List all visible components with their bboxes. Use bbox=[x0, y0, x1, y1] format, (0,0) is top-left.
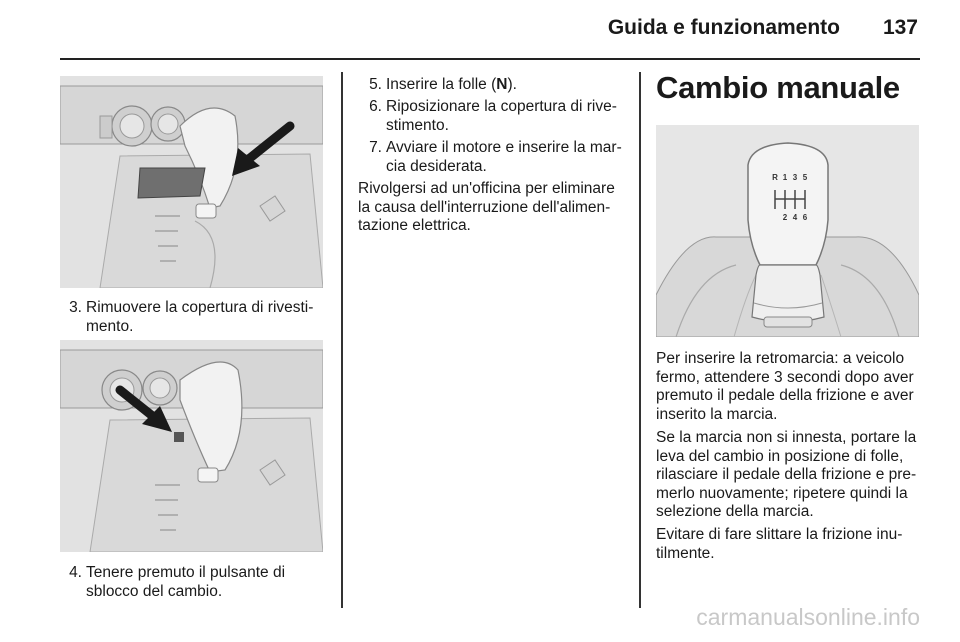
para-line: la causa dell'interruzione dell'alimen- bbox=[358, 198, 611, 216]
step-6 bbox=[360, 98, 635, 136]
step-number: 3. bbox=[69, 299, 82, 316]
step-number: 6. bbox=[369, 98, 382, 115]
para-line: tazione elettrica. bbox=[358, 217, 471, 234]
gear-label: 4 bbox=[792, 213, 798, 222]
gear-selector-cover-arrow-icon bbox=[60, 76, 323, 288]
step-text bbox=[386, 76, 517, 95]
header-rule bbox=[60, 58, 920, 60]
figure-manual-gear-knob bbox=[656, 125, 919, 337]
figure-remove-cover bbox=[60, 76, 323, 288]
step-text-line: Avviare il motore e inserire la mar- bbox=[386, 139, 622, 156]
column-divider-left bbox=[341, 72, 343, 608]
para-line: Se la marcia non si innesta, portare la bbox=[656, 429, 917, 446]
step-text-line: cia desiderata. bbox=[386, 157, 487, 175]
step-text-line: stimento. bbox=[386, 116, 449, 134]
gear-label: 3 bbox=[792, 173, 798, 182]
step-text-suffix: ). bbox=[507, 76, 517, 93]
step-text-prefix: Inserire la folle ( bbox=[386, 76, 497, 93]
gear-release-button-arrow-icon bbox=[60, 340, 323, 552]
para-line: tilmente. bbox=[656, 544, 715, 562]
column-divider-right bbox=[639, 72, 641, 608]
page-number: 137 bbox=[882, 16, 918, 39]
step-text bbox=[386, 139, 622, 176]
para-line: Rivolgersi ad un'officina per eliminare bbox=[358, 180, 615, 197]
step-text-line: Tenere premuto il pulsante di bbox=[86, 564, 286, 581]
step-number: 4. bbox=[69, 564, 82, 581]
step-4 bbox=[60, 564, 340, 602]
para-line: premuto il pedale della frizione e aver bbox=[656, 387, 914, 404]
manual-gear-knob-icon bbox=[656, 125, 919, 337]
gear-label: R bbox=[772, 173, 778, 182]
step-text bbox=[86, 564, 285, 601]
reverse-gear-paragraph bbox=[656, 350, 931, 424]
para-line: fermo, attendere 3 secondi dopo aver bbox=[656, 368, 914, 386]
step-text bbox=[386, 98, 617, 135]
power-interruption-paragraph bbox=[358, 180, 638, 236]
para-line: Evitare di fare slittare la frizione inu- bbox=[656, 526, 903, 543]
step-3 bbox=[60, 299, 340, 337]
step-text-line: Riposizionare la copertura di rive- bbox=[386, 98, 617, 115]
gear-label: 1 bbox=[782, 173, 788, 182]
gear-label: 5 bbox=[802, 173, 808, 182]
step-text-line: Rimuovere la copertura di rivesti- bbox=[86, 299, 314, 316]
para-line: selezione della marcia. bbox=[656, 503, 814, 520]
clutch-slip-paragraph bbox=[656, 526, 931, 563]
neutral-gear-symbol: N bbox=[496, 76, 508, 93]
para-line: rilasciare il pedale della frizione e pre- bbox=[656, 466, 917, 483]
step-5 bbox=[360, 76, 635, 96]
step-text-line: mento. bbox=[86, 317, 134, 335]
para-line: inserito la marcia. bbox=[656, 405, 778, 423]
gear-not-engaged-paragraph bbox=[656, 429, 931, 522]
running-header-title: Guida e funzionamento bbox=[607, 16, 840, 39]
step-text bbox=[86, 299, 313, 336]
watermark: carmanualsonline.info bbox=[696, 604, 920, 630]
section-heading: Cambio manuale bbox=[656, 70, 900, 105]
figure-release-button bbox=[60, 340, 323, 552]
para-line: Per inserire la retromarcia: a veicolo bbox=[656, 350, 905, 367]
gear-label: 6 bbox=[802, 213, 808, 222]
step-number: 5. bbox=[369, 76, 382, 93]
gear-label: 2 bbox=[782, 213, 788, 222]
step-number: 7. bbox=[369, 139, 382, 156]
step-7 bbox=[360, 139, 635, 177]
para-line: merlo nuovamente; ripetere quindi la bbox=[656, 484, 908, 502]
step-text-line: sblocco del cambio. bbox=[86, 582, 223, 600]
para-line: leva del cambio in posizione di folle, bbox=[656, 447, 904, 465]
